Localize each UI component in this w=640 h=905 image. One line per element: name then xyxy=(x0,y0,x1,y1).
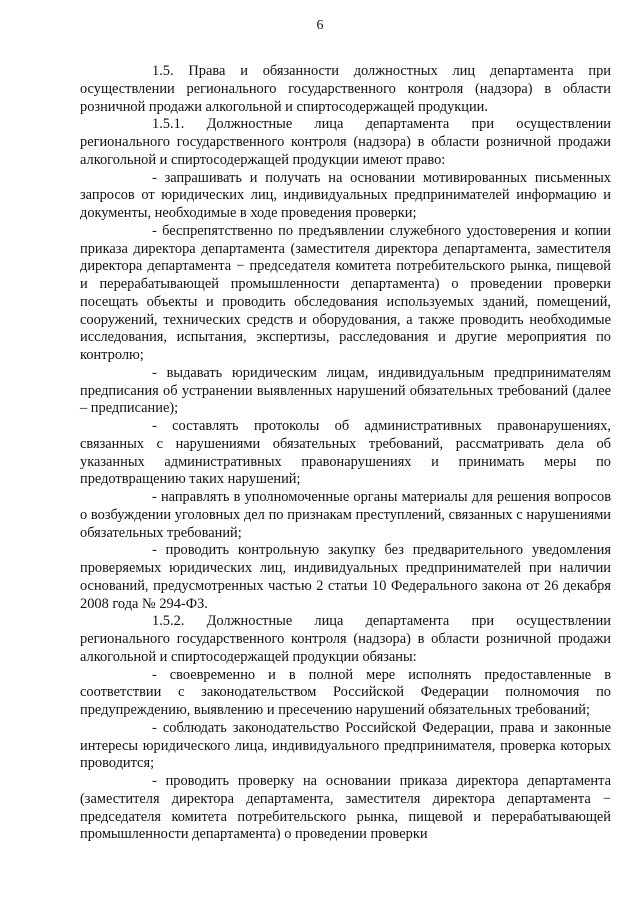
section-1-5-1-intro: 1.5.1. Должностные лица департамента при осуществлении регионального государственного контроля (надзора) в области розничной продажи алкогольной и спиртосодержащей продукции имеют право: xyxy=(80,116,611,168)
right-visit-objects: - беспрепятственно по предъявлении служебного удостоверения и копии приказа директора департамента (заместителя директора департамента, заместителя директора департамента − председателя комитета потребительского рынка, пищевой и перерабатывающей промышленности департамента) о проведении проверки посещать объекты и проводить обследования используемых зданий, помещений, сооружений, технических средств и оборудования, а также проводить необходимые исследования, испытания, экспертизы, расследования и другие мероприятия по контролю; xyxy=(80,222,611,363)
right-issue-orders: - выдавать юридическим лицам, индивидуальным предпринимателям предписания об устранении выявленных нарушений обязательных требований (далее – предписание); xyxy=(80,364,611,417)
section-1-5-heading: 1.5. Права и обязанности должностных лиц департамента при осуществлении регионального государственного контроля (надзора) в области розничной продажи алкогольной и спиртосодержащей продукции. xyxy=(80,63,611,115)
page-number: 6 xyxy=(316,18,324,33)
right-send-materials: - направлять в уполномоченные органы материалы для решения вопросов о возбуждении уголовных дел по признакам преступлений, связанных с нарушениями обязательных требований; xyxy=(80,489,611,541)
right-draw-protocols: - составлять протоколы об административных правонарушениях, связанных с нарушениями обязательных требований, рассматривать дела об указанных административных правонарушениях и принимать меры по предотвращению таких нарушений; xyxy=(80,418,611,488)
duty-exercise-powers: - своевременно и в полной мере исполнять предоставленные в соответствии с законодательством Российской Федерации полномочия по предупреждению, выявлению и пресечению нарушений обязательных требований; xyxy=(80,666,611,718)
document-body xyxy=(80,63,611,844)
right-control-purchase: - проводить контрольную закупку без предварительного уведомления проверяемых юридических лиц, индивидуальных предпринимателей при наличии оснований, предусмотренных частью 2 статьи 10 Федерального закона от 26 декабря 2008 года № 294-ФЗ. xyxy=(80,542,611,612)
right-request-documents: - запрашивать и получать на основании мотивированных письменных запросов от юридических лиц, индивидуальных предпринимателей информацию и документы, необходимые в ходе проведения проверки; xyxy=(80,169,611,221)
duty-conduct-inspection: - проводить проверку на основании приказа директора департамента (заместителя директора департамента, заместителя директора департамента − председателя комитета потребительского рынка, пищевой и перерабатывающей промышленности департамента) о проведении проверки xyxy=(80,773,611,843)
duty-observe-law: - соблюдать законодательство Российской Федерации, права и законные интересы юридического лица, индивидуального предпринимателя, проверка которых проводится; xyxy=(80,719,611,772)
section-1-5-2-intro: 1.5.2. Должностные лица департамента при осуществлении регионального государственного контроля (надзора) в области розничной продажи алкогольной и спиртосодержащей продукции обязаны: xyxy=(80,613,611,665)
